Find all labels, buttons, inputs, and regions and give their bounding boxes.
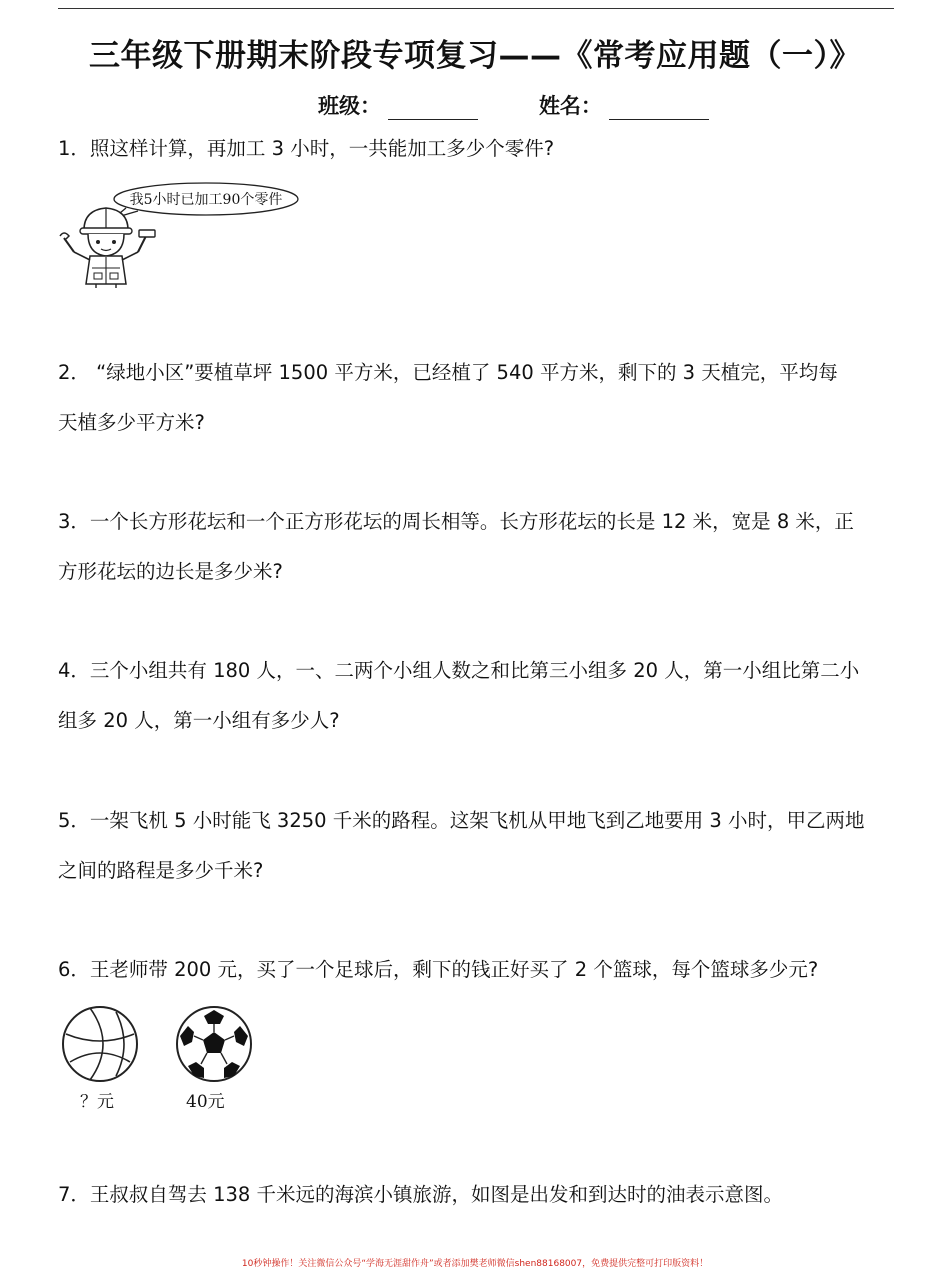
question-6: [58, 945, 898, 995]
footer-notice: 10秒钟操作！关注微信公众号“学海无涯甜作舟”或者添加樊老师微信shen88168007，免费提供完整可打印版资料！: [241, 1259, 709, 1269]
question-line: 组多 20 人，第一小组有多少人?: [58, 709, 340, 732]
worker-speech-text: 我5小时已加工90个零件: [129, 192, 283, 208]
question-7: [58, 1170, 898, 1220]
football-icon: [174, 1004, 254, 1084]
worker-illustration: [56, 180, 306, 290]
basketball-price-caption: ？元: [80, 1092, 114, 1112]
name-label: 姓名：: [538, 94, 602, 118]
question-2: [58, 348, 898, 448]
question-line: 5．一架飞机 5 小时能飞 3250 千米的路程。这架飞机从甲地飞到乙地要用 3 小时，甲乙两地: [58, 809, 865, 832]
student-info-row: [318, 90, 709, 120]
top-rule: [58, 8, 894, 9]
question-line: 方形花坛的边长是多少米?: [58, 560, 283, 583]
question-line: 6．王老师带 200 元，买了一个足球后，剩下的钱正好买了 2 个篮球，每个篮球多少元?: [58, 958, 819, 981]
name-blank[interactable]: [609, 97, 709, 120]
name-field: [539, 90, 709, 120]
question-1: [58, 124, 898, 174]
question-line: 之间的路程是多少千米?: [58, 859, 264, 882]
question-line: 3．一个长方形花坛和一个正方形花坛的周长相等。长方形花坛的长是 12 米，宽是 8 米，正: [58, 510, 854, 533]
page-title: 三年级下册期末阶段专项复习——《常考应用题（一）》: [89, 38, 861, 74]
class-blank[interactable]: [388, 97, 478, 120]
question-line: 天植多少平方米?: [58, 411, 205, 434]
basketball-icon: [60, 1004, 140, 1084]
class-label: 班级：: [318, 94, 381, 118]
question-5: [58, 796, 898, 896]
question-line: 2． “绿地小区”要植草坪 1500 平方米，已经植了 540 平方米，剩下的 3 天植完，平均每: [58, 361, 838, 384]
question-4: [58, 646, 898, 746]
question-line: 7．王叔叔自驾去 138 千米远的海滨小镇旅游，如图是出发和到达时的油表示意图。: [58, 1183, 784, 1206]
question-line: 4．三个小组共有 180 人，一、二两个小组人数之和比第三小组多 20 人，第一小组比第二小: [58, 659, 860, 682]
football-price-caption: 40元: [186, 1092, 225, 1112]
question-3: [58, 497, 898, 597]
question-line: 1．照这样计算，再加工 3 小时，一共能加工多少个零件?: [58, 137, 555, 160]
class-field: [318, 90, 478, 120]
